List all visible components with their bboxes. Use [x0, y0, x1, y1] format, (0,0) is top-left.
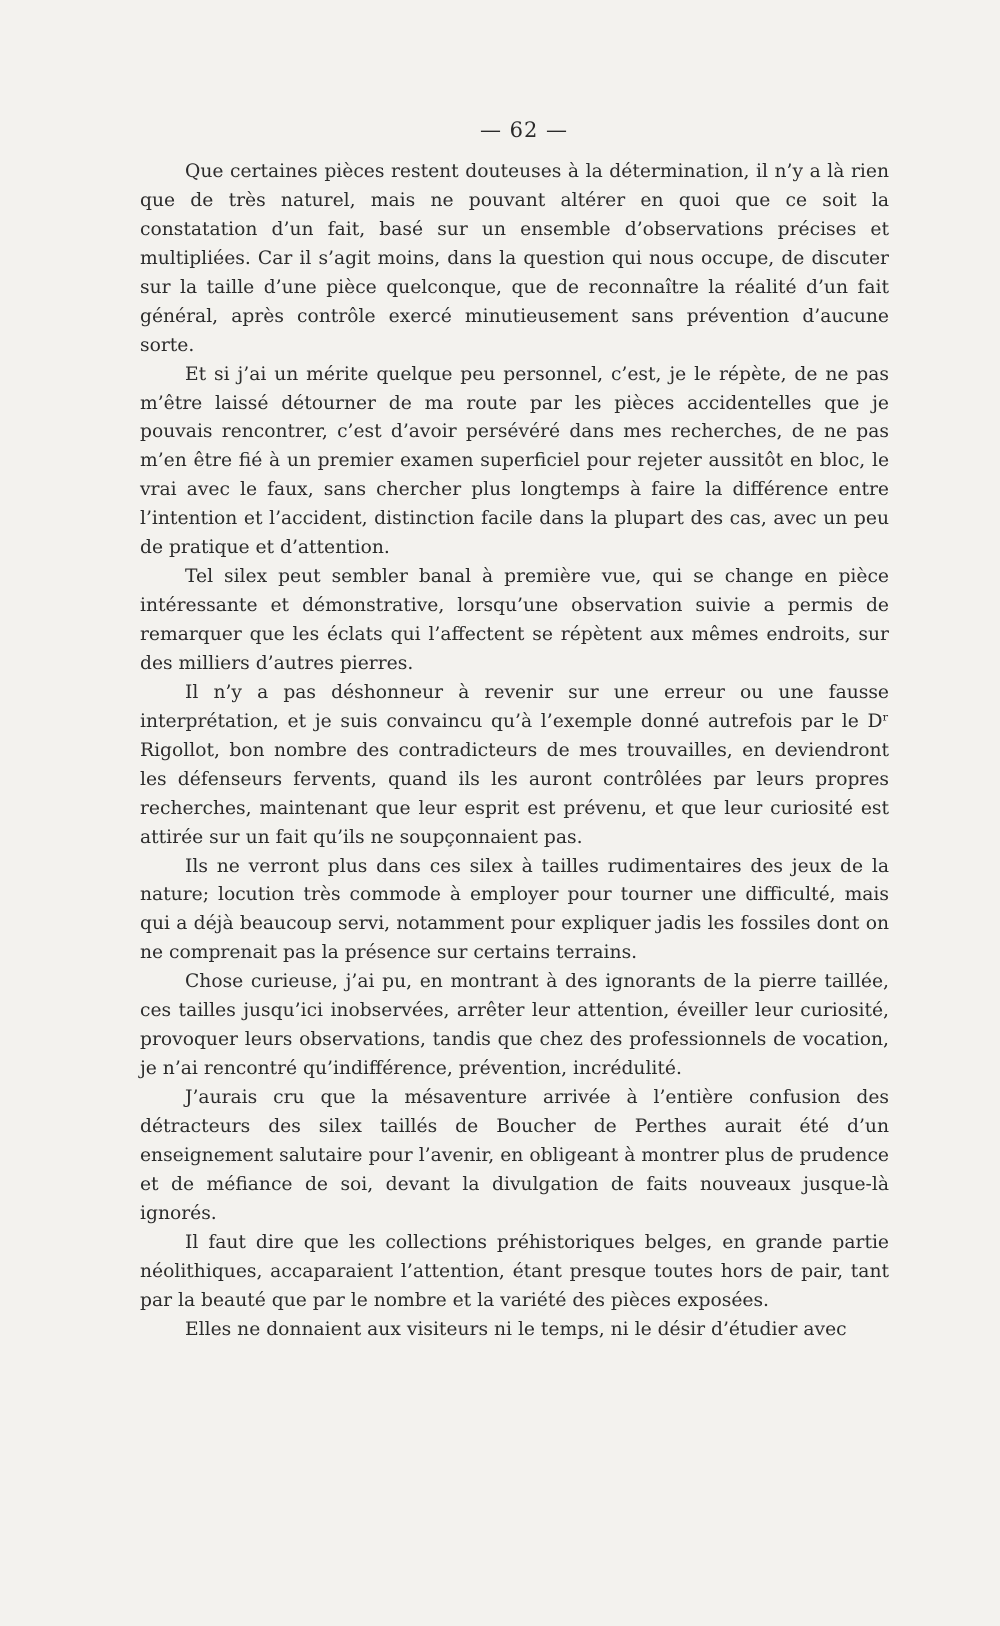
paragraph: Tel silex peut sembler banal à première vue, qui se change en pièce intéressante et démonstrative, lorsqu’une observation suivie a permis de remarquer que les éclats qui l’affectent se répètent aux mêmes endroits, sur des milliers d’autres pierres.	[140, 566, 889, 674]
paragraph: Chose curieuse, j’ai pu, en montrant à des ignorants de la pierre taillée, ces tailles jusqu’ici inobservées, arrêter leur attention, éveiller leur curiosité, provoquer leurs observations, tandis que chez des professionnels de vocation, je n’ai rencontré qu’indifférence, prévention, incrédulité.	[140, 971, 889, 1080]
paragraph: J’aurais cru que la mésaventure arrivée à l’entière confusion des détracteurs des silex taillés de Boucher de Perthes aurait été d’un enseignement salutaire pour l’avenir, en obligeant à montrer plus de prudence et de méfiance de soi, devant la divulgation de faits nouveaux jusque-là ignorés.	[140, 1087, 889, 1224]
paragraph: Elles ne donnaient aux visiteurs ni le temps, ni le désir d’étudier avec	[185, 1318, 847, 1340]
paragraph: Et si j’ai un mérite quelque peu personnel, c’est, je le répète, de ne pas m’être laissé détourner de ma route par les pièces accidentelles que je pouvais rencontrer, c’est d’avoir persévéré dans mes recherches, de ne pas m’en être fié à un premier examen superficiel pour rejeter aussitôt en bloc, le vrai avec le faux, sans chercher plus longtemps à faire la différence entre l’intention et l’accident, distinction facile dans la plupart des cas, avec un peu de pratique et d’attention.	[140, 363, 889, 559]
page-number: — 62 —	[479, 118, 569, 142]
paragraph: Il n’y a pas déshonneur à revenir sur une erreur ou une fausse interprétation, et je suis convaincu qu’à l’exemple donné autrefois par le Dʳ Rigollot, bon nombre des contradicteurs de mes trouvailles, en deviendront les défenseurs fervents, quand ils les auront contrôlées par leurs propres recherches, maintenant que leur esprit est prévenu, et que leur curiosité est attirée sur un fait qu’ils ne soupçonnaient pas.	[140, 681, 889, 848]
body-text	[140, 158, 889, 1344]
paragraph: Que certaines pièces restent douteuses à la détermination, il n’y a là rien que de très naturel, mais ne pouvant altérer en quoi que ce soit la constatation d’un fait, basé sur un ensemble d’observations précises et multipliées. Car il s’agit moins, dans la question qui nous occupe, de discuter sur la taille d’une pièce quelconque, que de reconnaître la réalité d’un fait général, après contrôle exercé minutieusement sans prévention d’aucune sorte.	[140, 161, 889, 356]
paragraph: Ils ne verront plus dans ces silex à tailles rudimentaires des jeux de la nature; locution très commode à employer pour tourner une difficulté, mais qui a déjà beaucoup servi, notamment pour expliquer jadis les fossiles dont on ne comprenait pas la présence sur certains terrains.	[140, 855, 889, 964]
paragraph: Il faut dire que les collections préhistoriques belges, en grande partie néolithiques, accaparaient l’attention, étant presque toutes hors de pair, tant par la beauté que par le nombre et la variété des pièces exposées.	[140, 1231, 889, 1311]
